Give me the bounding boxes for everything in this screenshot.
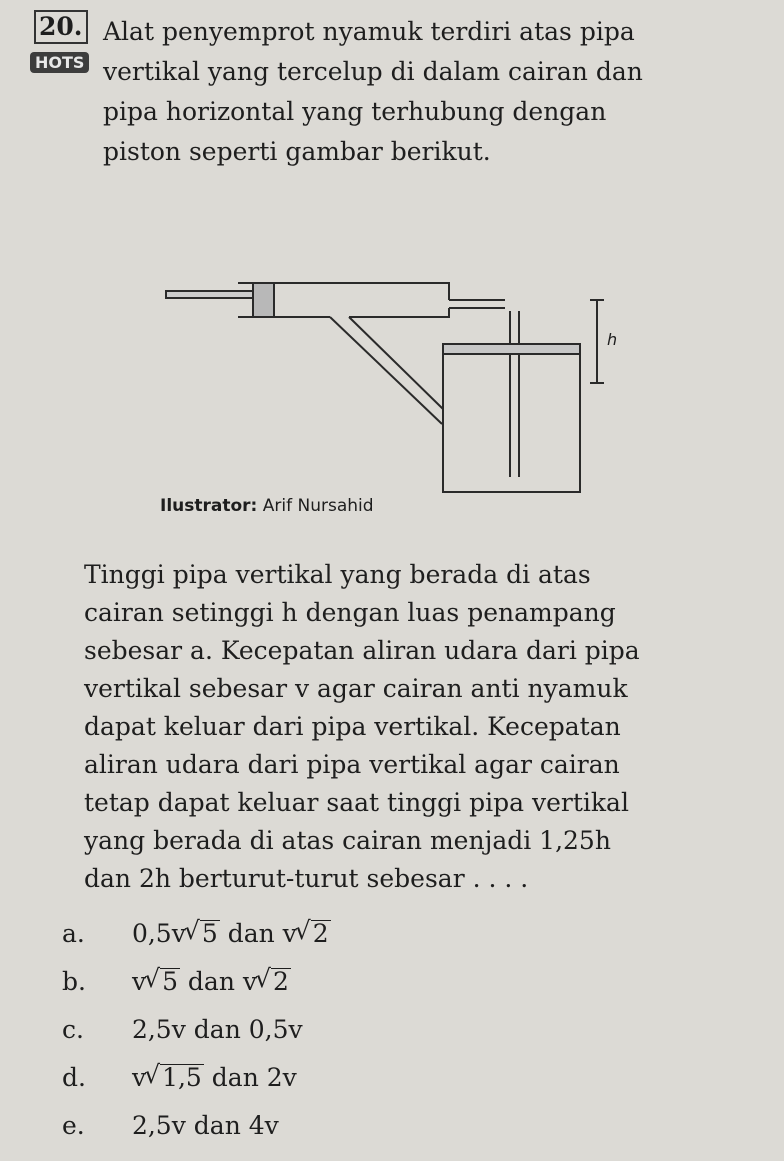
option-a-mid: dan (219, 919, 283, 948)
credit-label: Ilustrator: (160, 496, 258, 516)
intro-line: pipa horizontal yang terhubung dengan (103, 97, 607, 126)
credit-name: Arif Nursahid (262, 496, 374, 516)
hots-badge: HOTS (30, 52, 89, 73)
connector-outer (330, 317, 442, 424)
option-b-value2: v (242, 967, 258, 996)
container-cap (443, 344, 580, 354)
connector-top (349, 308, 449, 317)
intro-line: piston seperti gambar berikut. (103, 137, 491, 166)
body-line: dan 2h berturut-turut sebesar . . . . (84, 864, 529, 893)
option-d-radicand1: √ 1,5 (160, 1064, 204, 1091)
option-letter: a. (62, 919, 85, 948)
sprayer-svg (160, 272, 650, 497)
piston-rod (166, 291, 253, 298)
option-d-tail: dan 2v (203, 1063, 297, 1092)
body-line: tetap dapat keluar saat tinggi pipa vertikal (84, 788, 629, 817)
option-b-value1: v (131, 967, 147, 996)
option-b-mid: dan (179, 967, 243, 996)
intro-line: vertikal yang tercelup di dalam cairan dan (103, 57, 643, 86)
option-b-radicand2: √ 2 (271, 968, 291, 995)
body-line: vertikal sebesar v agar cairan anti nyamuk (84, 674, 628, 703)
option-letter: c. (62, 1015, 84, 1044)
sprayer-diagram (160, 272, 650, 501)
container (443, 343, 580, 492)
question-body (84, 556, 774, 898)
option-letter: e. (62, 1111, 85, 1140)
option-d[interactable] (62, 1054, 331, 1102)
body-line: Tinggi pipa vertikal yang berada di atas (84, 560, 591, 589)
option-a-radicand2: √ 2 (311, 920, 331, 947)
option-a-value1: 0,5v (131, 919, 186, 948)
body-line: dapat keluar dari pipa vertikal. Kecepatan (84, 712, 621, 741)
connector-inner (349, 317, 443, 409)
option-letter: b. (62, 967, 86, 996)
option-letter: d. (62, 1063, 86, 1092)
body-line: sebesar a. Kecepatan aliran udara dari pipa (84, 636, 640, 665)
option-e-text: 2,5v dan 4v (131, 1111, 279, 1140)
answer-options (62, 910, 331, 1150)
option-b-radicand1: √ 5 (160, 968, 180, 995)
body-line: yang berada di atas cairan menjadi 1,25h (84, 826, 611, 855)
h-label: h (607, 330, 618, 349)
option-c-text: 2,5v dan 0,5v (131, 1015, 303, 1044)
option-d-value1: v (131, 1063, 147, 1092)
question-number: 20. (34, 10, 88, 44)
option-b[interactable] (62, 958, 331, 1006)
intro-line: Alat penyemprot nyamuk terdiri atas pipa (103, 17, 635, 46)
option-c[interactable] (62, 1006, 331, 1054)
illustrator-credit (160, 496, 374, 516)
body-line: aliran udara dari pipa vertikal agar cairan (84, 750, 620, 779)
option-a[interactable] (62, 910, 331, 958)
option-a-value2: v (282, 919, 297, 948)
question-intro (103, 12, 763, 172)
option-e[interactable] (62, 1102, 331, 1150)
option-a-radicand1: √ 5 (200, 920, 220, 947)
piston-head (253, 283, 274, 317)
body-line: cairan setinggi h dengan luas penampang (84, 598, 616, 627)
